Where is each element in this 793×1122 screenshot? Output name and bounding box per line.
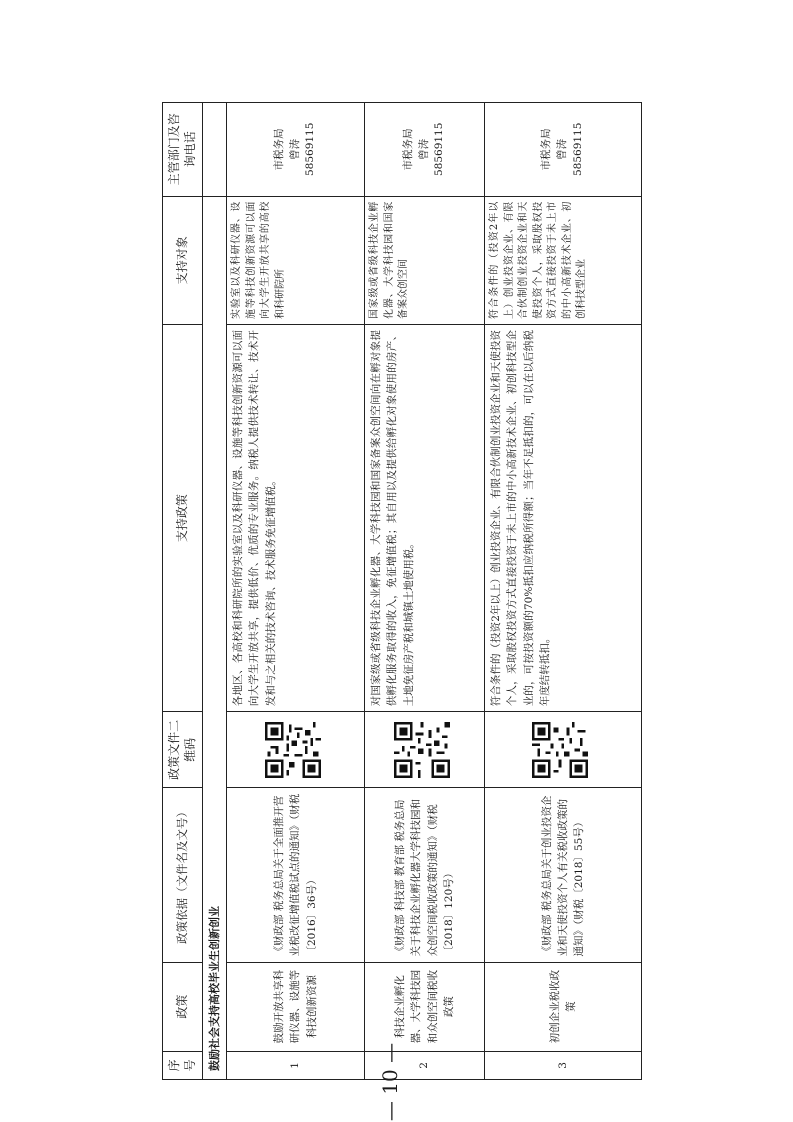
policy-table (162, 102, 642, 1080)
header-target: 支持对象 (163, 196, 203, 324)
dept-phone: 58569115 (304, 122, 317, 177)
policy-content: 各地区、各高校和科研院所的实验室以及科研仪器、设施等科技创新资源可以面向大学生开放共享，提供低价、优质的专业服务。纳税人提供技术转让、技术开发和与之相关的技术咨询、技术服务免征增值税。 (227, 324, 365, 711)
policy-basis: 《财政部 税务总局关于全面推开营业税改征增值税试点的通知》（财税〔2016〕36号） (227, 788, 365, 962)
dept-cell (227, 103, 365, 197)
section-empty-cell (203, 103, 227, 197)
dept-person: 曾涛 (556, 138, 569, 160)
qr-cell (485, 712, 642, 788)
dept-person: 曾涛 (417, 138, 430, 160)
dept-person: 曾涛 (288, 138, 301, 160)
policy-basis: 《财政部 税务总局关于创业投资企业和天使投资个人有关税收政策的通知》（财税〔2018〕55号） (485, 788, 642, 962)
qr-code-icon[interactable] (265, 722, 321, 778)
page-number-text: — 10 — (378, 1042, 402, 1122)
row-number: 2 (365, 1051, 485, 1079)
header-policy: 政策 (163, 962, 203, 1051)
qr-cell (227, 712, 365, 788)
policy-name: 初创企业税收政策 (485, 962, 642, 1051)
dept-name: 市税务局 (401, 128, 414, 171)
dept-cell (485, 103, 642, 197)
section-row (203, 103, 227, 1080)
header-dept: 主管部门及咨询电话 (163, 103, 203, 197)
policy-basis: 《财政部 科技部 教育部 税务总局关于科技企业孵化器大学科技园和众创空间税收政策的通知》（财税〔2018〕120号） (365, 788, 485, 962)
header-row (163, 103, 203, 1080)
row-number: 3 (485, 1051, 642, 1079)
policy-target: 国家级或省级科技企业孵化器、大学科技园和国家备案众创空间 (365, 196, 485, 324)
policy-name: 鼓励开放共享科研仪器、设施等科技创新资源 (227, 962, 365, 1051)
dept-cell (365, 103, 485, 197)
policy-content: 对国家级或省级科技企业孵化器、大学科技园和国家备案众创空间向在孵对象提供孵化服务取得的收入，免征增值税；其自用以及提供给孵化对象使用的房产、土地免征房产税和城镇土地使用税。 (365, 324, 485, 711)
section-title: 鼓励社会支持高校毕业生创新创业 (203, 196, 227, 1079)
dept-name: 市税务局 (540, 128, 553, 171)
table-row (485, 103, 642, 1080)
qr-code-icon[interactable] (532, 722, 588, 778)
policy-target: 符合条件的（投资2年以上）创业投资企业、有限合伙制创业投资企业和天使投资个人，采取股权投资方式直接投资于未上市的中小高新技术企业、初创科技型企业 (485, 196, 642, 324)
policy-name: 科技企业孵化器、大学科技园和众创空间税收政策 (365, 962, 485, 1051)
dept-phone: 58569115 (433, 122, 446, 177)
header-basis: 政策依据（文件名及文号） (163, 788, 203, 962)
header-qr: 政策文件二维码 (163, 712, 203, 788)
row-number: 1 (227, 1051, 365, 1079)
qr-code-icon[interactable] (394, 722, 450, 778)
header-content: 支持政策 (163, 324, 203, 711)
rotated-page (162, 102, 639, 1080)
table-row (227, 103, 365, 1080)
policy-target: 实验室以及科研仪器、设施等科技创新资源可以面向大学生开放共享的高校和科研院所 (227, 196, 365, 324)
qr-cell (365, 712, 485, 788)
policy-content: 符合条件的（投资2年以上）创业投资企业、有限合伙制创业投资企业和天使投资个人，采取股权投资方式直接投资于未上市的中小高新技术企业、初创科技型企业的，可按投资额的70%抵扣应纳税所得额；当年不足抵扣的，可以在以后纳税年度结转抵扣。 (485, 324, 642, 711)
page-number (380, 1040, 400, 1120)
table-row (365, 103, 485, 1080)
header-seq: 序号 (163, 1051, 203, 1079)
dept-name: 市税务局 (272, 128, 285, 171)
dept-phone: 58569115 (571, 122, 584, 177)
